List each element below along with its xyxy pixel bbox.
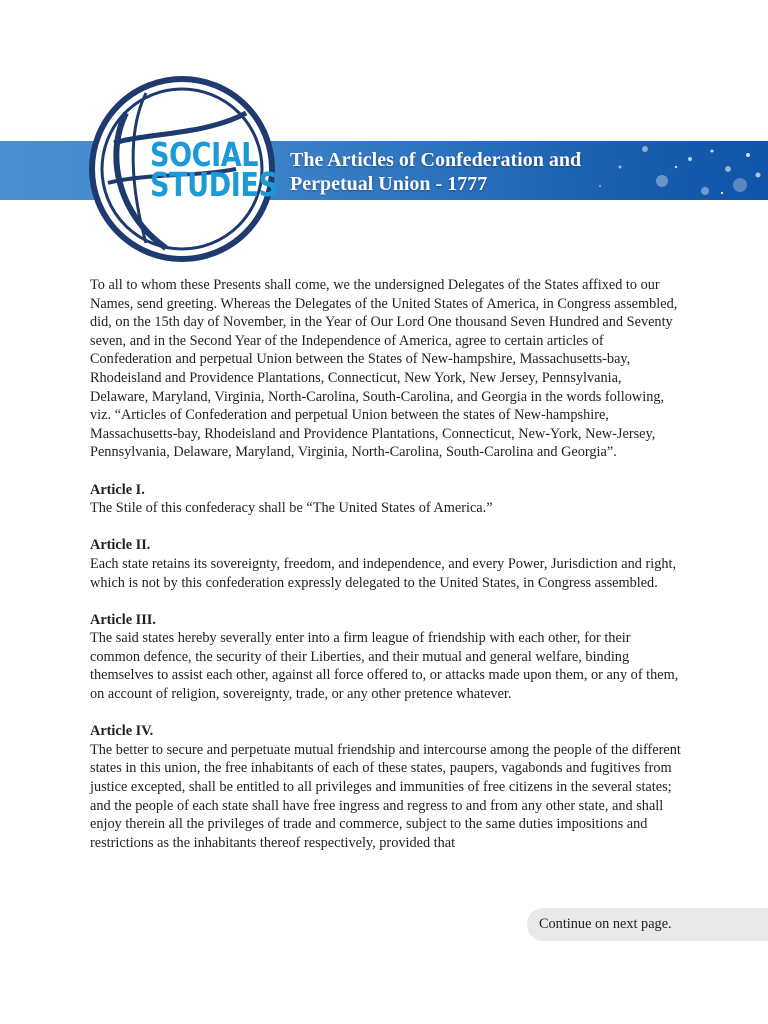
logo-text [150, 135, 278, 204]
article-title: Article III. [90, 611, 156, 628]
logo-text-line2: STUDIES [150, 165, 278, 204]
logo-text-line1: SOCIAL [150, 135, 259, 174]
article-text: The said states hereby severally enter into a firm league of friendship with each other, for their common defence, the security of their Liberties, and their mutual and general welfare, binding themselves to assist each other, against all force offered to, or attacks made upon them, or any of them, on account of religion, sovereignty, trade, or any other pretence whatever. [90, 630, 679, 703]
article-text: The Stile of this confederacy shall be “The United States of America.” [90, 500, 493, 517]
article-title: Article IV. [90, 723, 154, 740]
article-3 [90, 611, 682, 704]
article-title: Article I. [90, 481, 145, 498]
page-title [290, 148, 730, 196]
article-2 [90, 536, 682, 592]
page-title-line2: Perpetual Union - 1777 [290, 173, 488, 195]
page-title-line1: The Articles of Confederation and [290, 149, 582, 171]
document-body [90, 276, 682, 852]
article-text: The better to secure and perpetuate mutual friendship and intercourse among the people of the different states in this union, the free inhabitants of each of these states, paupers, vagabonds and fugitives from justice excepted, shall be entitled to all privileges and immunities of free citizens in the several states; and the people of each state shall have free ingress and regress to and from any other state, and shall enjoy therein all the privileges of trade and commerce, subject to the same duties impositions and restrictions as the inhabitants thereof respectively, provided that [90, 741, 681, 851]
article-4 [90, 722, 682, 852]
article-1 [90, 481, 682, 518]
article-text: Each state retains its sovereignty, freedom, and independence, and every Power, Jurisdiction and right, which is not by this confederation expressly delegated to the United States, in Congress assembled. [90, 555, 677, 591]
preamble-paragraph: To all to whom these Presents shall come, we the undersigned Delegates of the States affixed to our Names, send greeting. Whereas the Delegates of the United States of America, in Congress assembled, did, on the 15th day of November, in the Year of Our Lord One thousand Seven Hundred and Seventy seven, and in the Second Year of the Independence of America, agree to certain articles of Confederation and perpetual Union between the States of New-hampshire, Massachusetts-bay, Rhodeisland and Providence Plantations, Connecticut, New York, New Jersey, Pennsylvania, Delaware, Maryland, Virginia, North-Carolina, South-Carolina, and Georgia in the words following, viz. “Articles of Confederation and perpetual Union between the states of New-hampshire, Massachusetts-bay, Rhodeisland and Providence Plantations, Connecticut, New-York, New-Jersey, Pennsylvania, Delaware, Maryland, Virginia, North-Carolina, South-Carolina and Georgia”. [90, 277, 678, 461]
continue-next-page-button[interactable]: Continue on next page. [527, 908, 768, 941]
article-title: Article II. [90, 537, 151, 554]
